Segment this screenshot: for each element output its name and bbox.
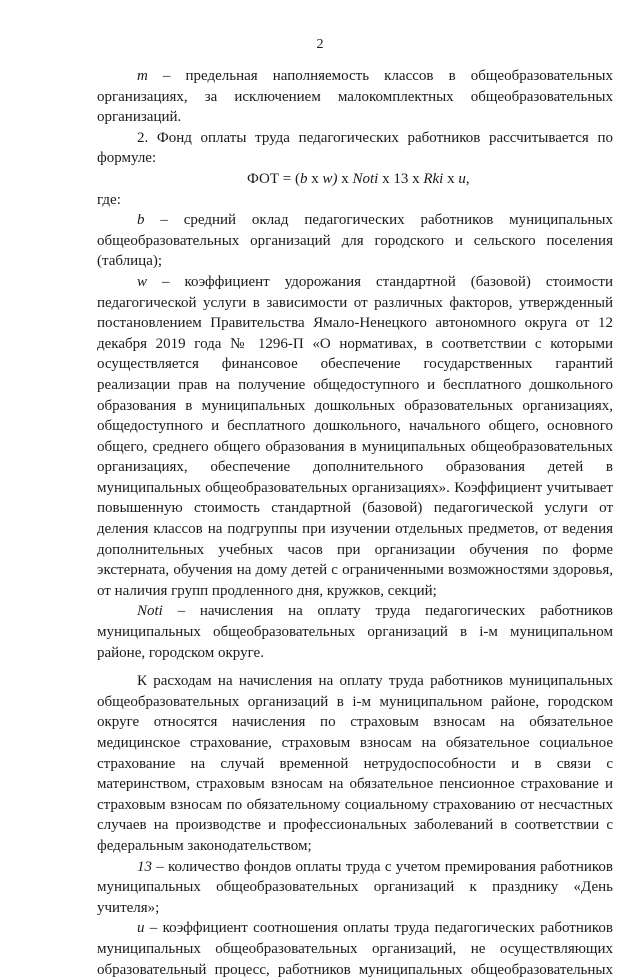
text-line: общедоступного и бесплатного дошкольного, начального общего, основного — [97, 418, 613, 435]
text-line: образования в муниципальных дошкольных образовательных организациях, — [97, 397, 613, 414]
term-13: 13 — [137, 858, 152, 875]
text-line: К расходам на начисления на оплату труда работников муниципальных — [137, 673, 613, 690]
text-line: муниципальных общеобразовательных организациях». Коэффициент учитывает — [97, 479, 613, 496]
text-line: декабря 2019 года № 1296-П «О нормативах, в соответствии с которыми — [97, 335, 613, 352]
definition-m — [97, 66, 613, 128]
spacer — [97, 663, 613, 671]
text-line: муниципальных общеобразовательных организаций к празднику «День — [97, 879, 613, 896]
text-line: – предельная наполняемость классов в общеобразовательных — [147, 68, 613, 84]
text-line: экстерната, обучения на дому детей с ограниченными возможностями здоровья, — [97, 562, 613, 579]
text-line: страховым взносам по обязательному социальному страхованию от несчастных — [97, 796, 613, 813]
text-line: федеральным законодательством; — [97, 837, 312, 854]
text-line: – коэффициент удорожания стандартной (базовой) стоимости — [147, 273, 613, 290]
text-line: (таблица); — [97, 253, 163, 270]
text-line: образовательный процесс, работников муниципальных общеобразовательных — [97, 961, 613, 978]
text-line: деления классов на подгруппы при изучении отдельных предметов, от ведения — [97, 521, 613, 538]
text-line: осуществляется финансовое обеспечение государственных гарантий — [97, 356, 613, 373]
term-noti: Noti — [137, 603, 163, 620]
page-number: 2 — [316, 37, 324, 52]
text-line: постановлением Правительства Ямало-Ненецкого автономного округа от 12 — [97, 315, 613, 332]
definition-w — [97, 272, 613, 602]
text-line: повышенную стоимость стандартной (базовой) педагогической услуги от — [97, 500, 613, 517]
text-line: общего, среднего общего образования в муниципальных общеобразовательных — [97, 438, 613, 455]
text-line: педагогической услуги в зависимости от различных факторов, утвержденный — [97, 294, 613, 311]
text-line: 2. Фонд оплаты труда педагогических работников рассчитывается по — [137, 129, 613, 146]
term-m: m — [137, 68, 148, 84]
text-line: – коэффициент соотношения оплаты труда педагогических работников — [144, 920, 613, 937]
text-line: реализации прав на получение общедоступного и бесплатного дошкольного — [97, 376, 613, 393]
text-line: материнством, страховым взносам на обязательное пенсионное страхование и — [97, 776, 613, 793]
text-line: районе, городском округе. — [97, 644, 264, 661]
text-line: – количество фондов оплаты труда с учетом премирования работников — [152, 858, 613, 875]
paragraph-item-2 — [97, 128, 613, 169]
where-label: где: — [97, 191, 121, 208]
definition-b — [97, 210, 613, 272]
text-line: муниципальных общеобразовательных организаций в i-м муниципальном — [97, 624, 613, 641]
term-b: b — [137, 212, 145, 229]
text-line: – средний оклад педагогических работников муниципальных — [144, 212, 613, 229]
document-body — [97, 66, 613, 980]
definition-noti — [97, 601, 613, 663]
text-line: – начисления на оплату труда педагогических работников — [162, 603, 613, 620]
text-line: медицинское страхование, страховым взносам на обязательное социальное — [97, 735, 613, 751]
definition-13 — [97, 857, 613, 919]
text-line: учителя»; — [97, 899, 160, 916]
term-u: u — [137, 920, 145, 937]
text-line: организациях, обеспечение дополнительного образования детей в — [97, 459, 613, 476]
text-line: общеобразовательных организаций для городского и сельского поселения — [97, 232, 613, 249]
text-line: от наличия групп продленного дня, кружков, секций; — [97, 582, 437, 599]
text-line: общеобразовательных организаций в i-м муниципальном районе, городском — [97, 693, 613, 710]
text-line: организаций. — [97, 109, 182, 126]
term-w: w — [137, 273, 148, 290]
paragraph-expenses — [97, 671, 613, 856]
text-line: муниципальных общеобразовательных организаций, не осуществляющих — [97, 940, 613, 957]
formula: ФОТ = (b x w) x Noti x 13 x Rki x u, — [247, 170, 470, 187]
text-line: организациях, за исключением малокомплектных общеобразовательных — [97, 88, 613, 105]
text-line: дополнительных учебных часов при организации обучения по форме — [97, 541, 613, 558]
text-line: страхование на случай временной нетрудоспособности и в связи с — [97, 755, 613, 772]
definition-u — [97, 918, 613, 980]
text-line: случаев на производстве и профессиональных заболеваний в соответствии с — [97, 817, 613, 834]
text-line: формуле: — [97, 150, 157, 167]
text-line: округе относятся начисления по страховым взносам на обязательное — [97, 714, 613, 731]
